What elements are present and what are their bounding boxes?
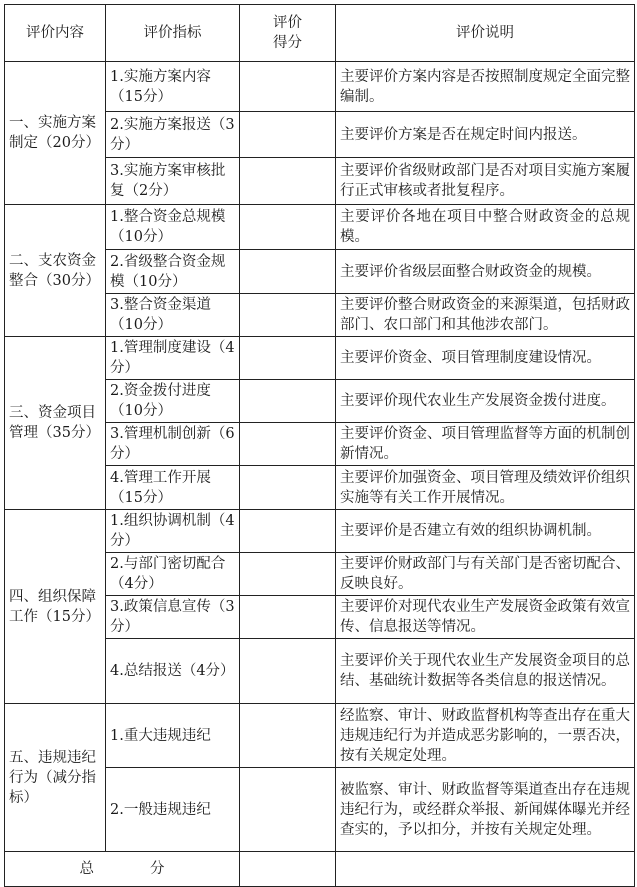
indicator-cell: 2.省级整合资金规模（10分）	[106, 250, 240, 294]
description-cell: 主要评价现代农业生产发展资金拨付进度。	[336, 380, 635, 423]
score-cell	[240, 596, 336, 639]
description-cell: 主要评价方案内容是否按照制度规定全面完整编制。	[336, 62, 635, 112]
total-score-cell	[240, 852, 336, 887]
total-row	[5, 852, 635, 887]
category-cell: 四、组织保障工作（15分）	[5, 510, 106, 704]
indicator-cell: 2.资金拨付进度（10分）	[106, 380, 240, 423]
description-cell: 主要评价加强资金、项目管理及绩效评价组织实施等有关工作开展情况。	[336, 466, 635, 510]
indicator-cell: 1.实施方案内容（15分）	[106, 62, 240, 112]
description-cell: 主要评价整合财政资金的来源渠道，包括财政部门、农口部门和其他涉农部门。	[336, 294, 635, 337]
score-cell	[240, 337, 336, 380]
total-label-part1: 总	[79, 861, 94, 877]
description-cell: 主要评价资金、项目管理监督等方面的机制创新情况。	[336, 423, 635, 466]
indicator-cell: 2.与部门密切配合（4分）	[106, 553, 240, 596]
indicator-cell: 1.组织协调机制（4分）	[106, 510, 240, 553]
header-content: 评价内容	[5, 5, 106, 62]
description-cell: 主要评价是否建立有效的组织协调机制。	[336, 510, 635, 553]
header-score-line2: 得分	[273, 35, 302, 51]
description-cell: 主要评价资金、项目管理制度建设情况。	[336, 337, 635, 380]
indicator-cell: 3.管理机制创新（6分）	[106, 423, 240, 466]
score-cell	[240, 250, 336, 294]
category-cell: 三、资金项目管理（35分）	[5, 337, 106, 510]
indicator-cell: 3.实施方案审核批复（2分）	[106, 158, 240, 205]
table-row	[5, 62, 635, 112]
category-cell: 五、违规违纪行为（减分指标）	[5, 704, 106, 852]
score-cell	[240, 158, 336, 205]
indicator-cell: 3.整合资金渠道（10分）	[106, 294, 240, 337]
indicator-cell: 4.管理工作开展（15分）	[106, 466, 240, 510]
description-cell: 主要评价省级层面整合财政资金的规模。	[336, 250, 635, 294]
indicator-cell: 2.实施方案报送（3分）	[106, 112, 240, 158]
evaluation-table	[4, 4, 635, 887]
score-cell	[240, 704, 336, 768]
description-cell: 主要评价财政部门与有关部门是否密切配合、反映良好。	[336, 553, 635, 596]
header-row	[5, 5, 635, 62]
score-cell	[240, 639, 336, 704]
description-cell: 主要评价方案是否在规定时间内报送。	[336, 112, 635, 158]
description-cell: 经监察、审计、财政监督机构等查出存在重大违规违纪行为并造成恶劣影响的，一票否决，按有关规定处理。	[336, 704, 635, 768]
description-cell: 被监察、审计、财政监督等渠道查出存在违规违纪行为，或经群众举报、新闻媒体曝光并经查实的，予以扣分，并按有关规定处理。	[336, 768, 635, 852]
table-row	[5, 205, 635, 250]
category-cell: 二、支农资金整合（30分）	[5, 205, 106, 337]
score-cell	[240, 510, 336, 553]
score-cell	[240, 380, 336, 423]
indicator-cell: 1.整合资金总规模（10分）	[106, 205, 240, 250]
description-cell: 主要评价省级财政部门是否对项目实施方案履行正式审核或者批复程序。	[336, 158, 635, 205]
description-cell: 主要评价各地在项目中整合财政资金的总规模。	[336, 205, 635, 250]
score-cell	[240, 466, 336, 510]
total-description-cell	[336, 852, 635, 887]
indicator-cell: 4.总结报送（4分）	[106, 639, 240, 704]
table-row	[5, 510, 635, 553]
score-cell	[240, 553, 336, 596]
score-cell	[240, 205, 336, 250]
score-cell	[240, 294, 336, 337]
score-cell	[240, 62, 336, 112]
table-row	[5, 337, 635, 380]
header-score	[240, 5, 336, 62]
header-score-line1: 评价	[273, 15, 302, 31]
indicator-cell: 1.管理制度建设（4分）	[106, 337, 240, 380]
header-description: 评价说明	[336, 5, 635, 62]
header-indicator: 评价指标	[106, 5, 240, 62]
indicator-cell: 2.一般违规违纪	[106, 768, 240, 852]
total-label-part2: 分	[150, 861, 165, 877]
score-cell	[240, 423, 336, 466]
description-cell: 主要评价对现代农业生产发展资金政策有效宣传、信息报送等情况。	[336, 596, 635, 639]
table-row	[5, 704, 635, 768]
description-cell: 主要评价关于现代农业生产发展资金项目的总结、基础统计数据等各类信息的报送情况。	[336, 639, 635, 704]
category-cell: 一、实施方案制定（20分）	[5, 62, 106, 205]
total-label	[5, 852, 240, 887]
score-cell	[240, 112, 336, 158]
score-cell	[240, 768, 336, 852]
indicator-cell: 1.重大违规违纪	[106, 704, 240, 768]
indicator-cell: 3.政策信息宣传（3分）	[106, 596, 240, 639]
